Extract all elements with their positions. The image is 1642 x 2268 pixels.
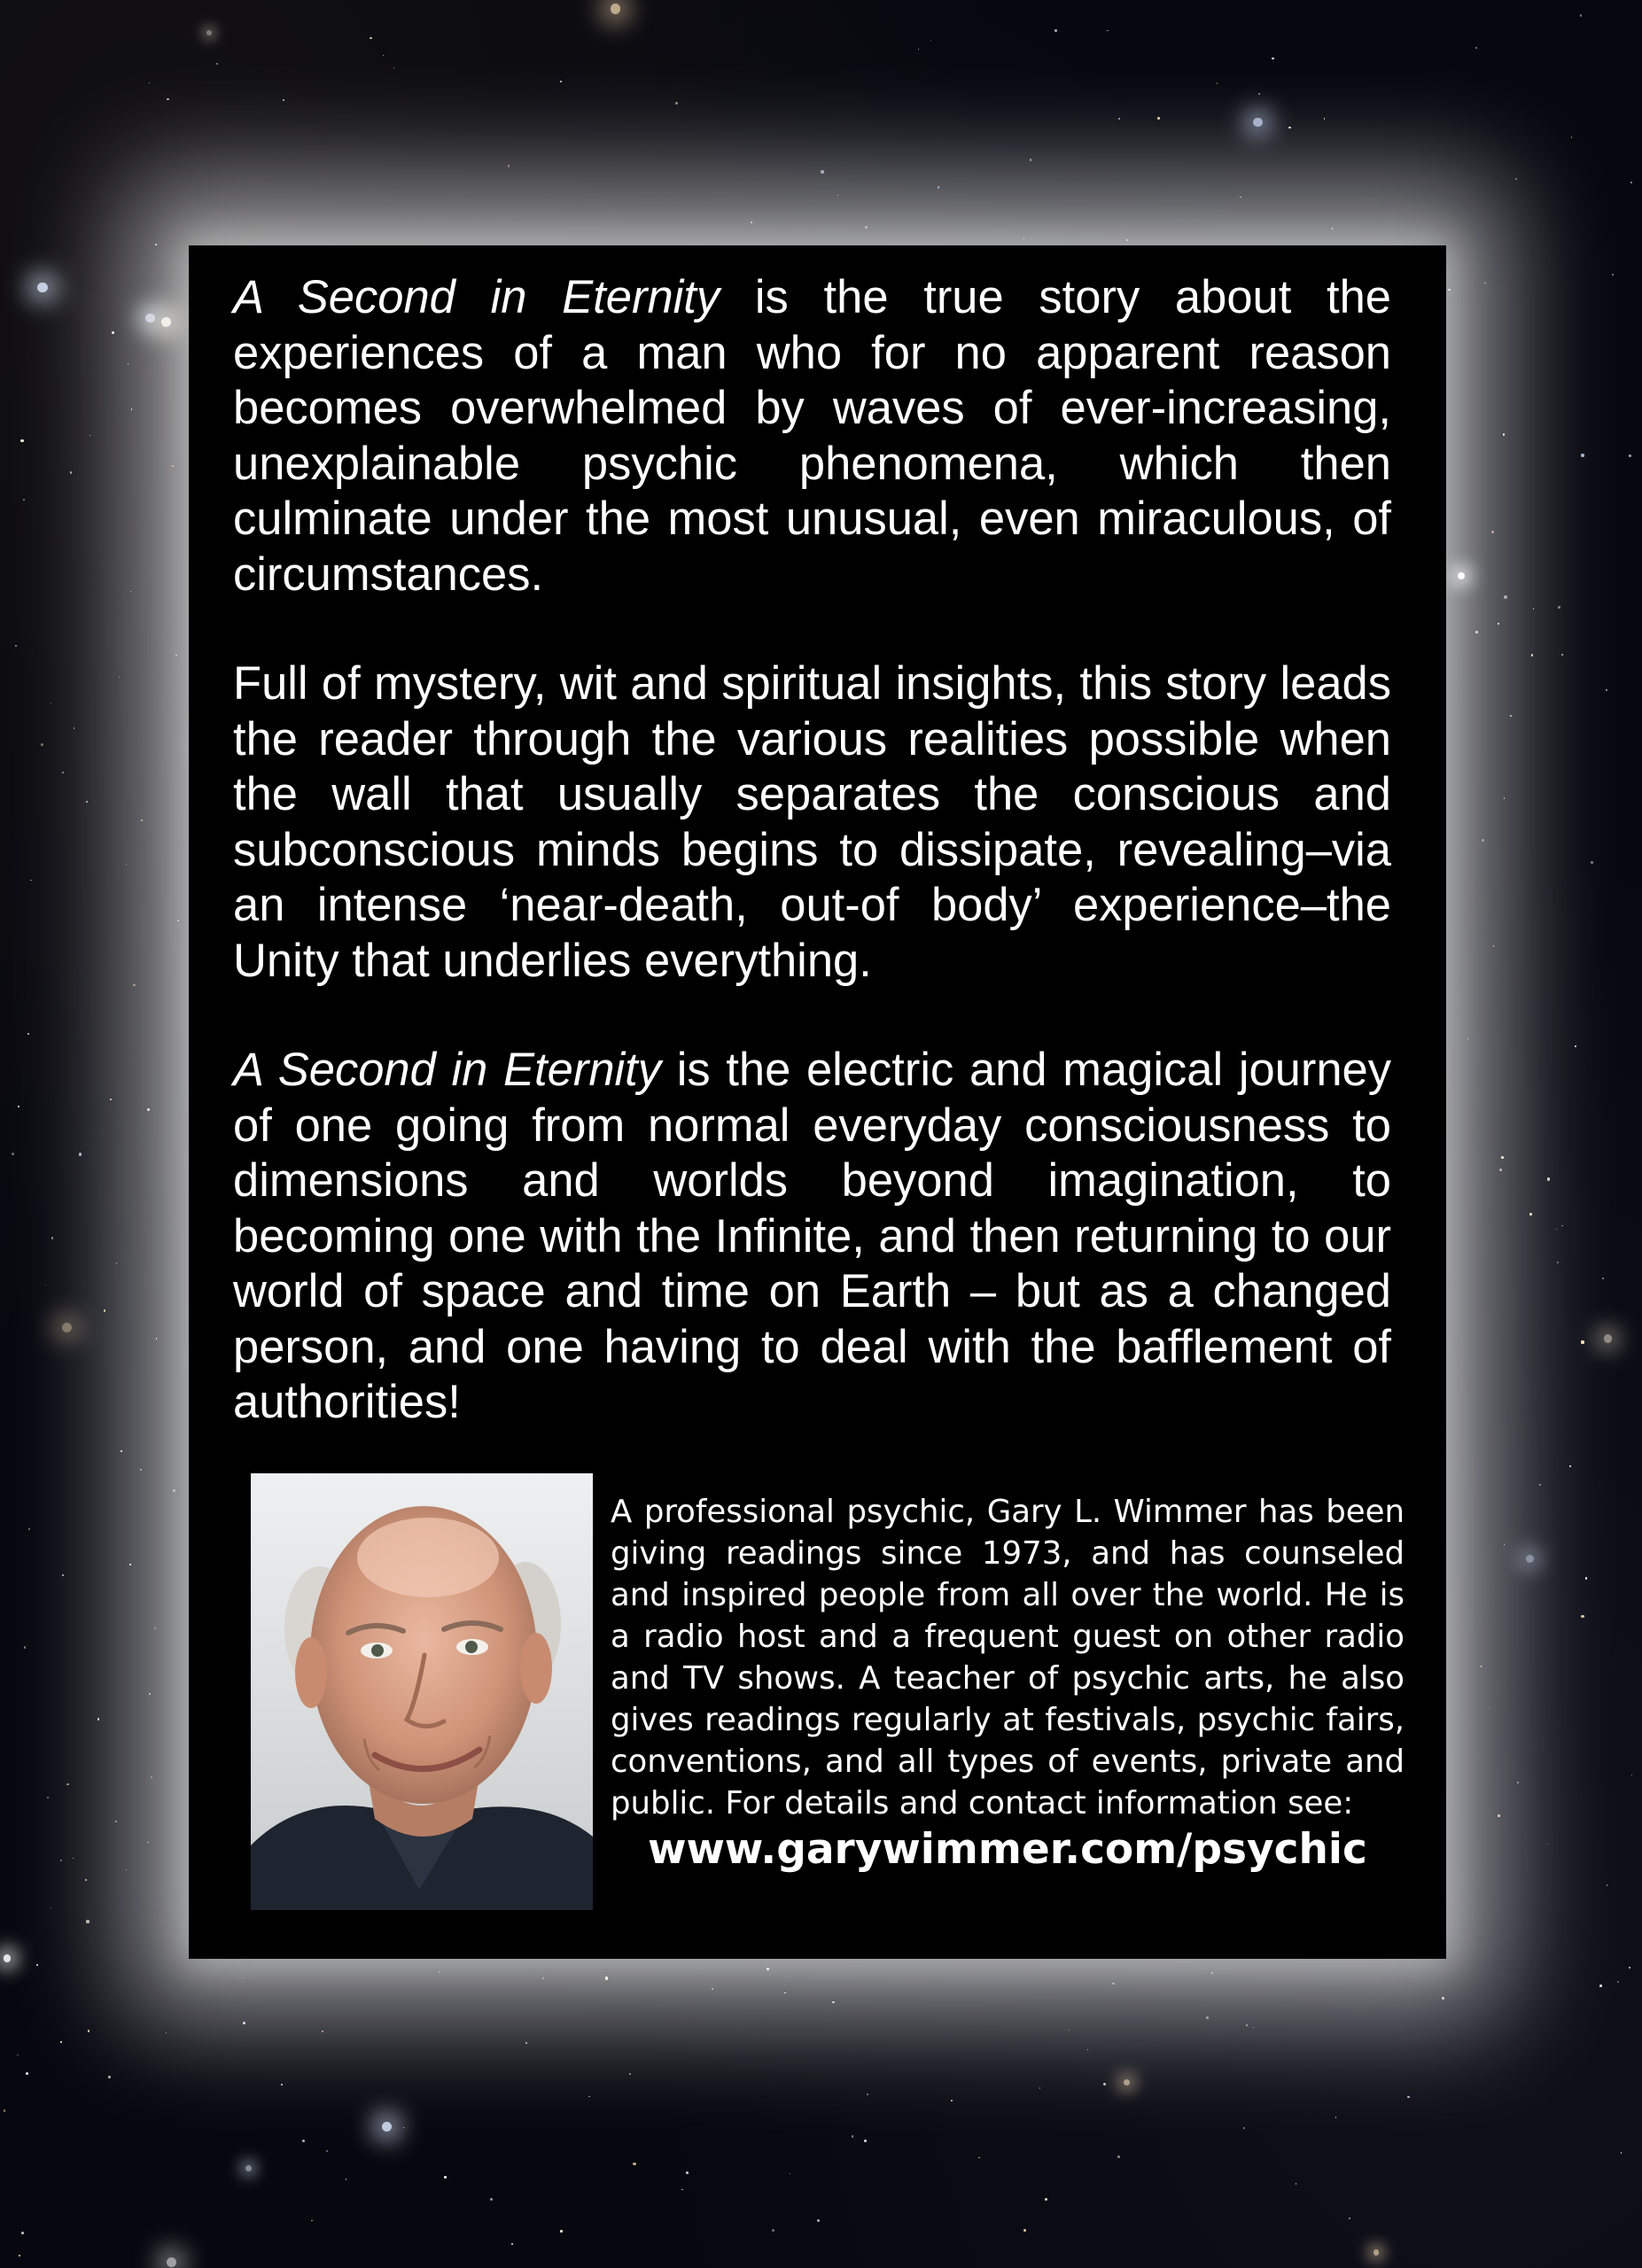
blurb-paragraph-2-text: Full of mystery, wit and spiritual insights, this story leads the reader through the various realities possible when the wall that usually separates the conscious and subconscious minds begins to dissipate, revealing–via an intense ‘near-death, out-of body’ experience–the Unity that underlies everything. [233, 657, 1391, 987]
star [1023, 2229, 1026, 2232]
star [62, 1323, 72, 1332]
star [88, 2030, 89, 2031]
star [1581, 1615, 1584, 1618]
star [1539, 1484, 1540, 1485]
star [817, 2219, 820, 2222]
star [1217, 82, 1218, 84]
star [1324, 118, 1325, 119]
blurb-paragraph-1 [233, 270, 1391, 602]
star [326, 2150, 328, 2152]
star [1335, 2117, 1337, 2118]
star [1612, 274, 1614, 276]
star [97, 1718, 100, 1720]
star [1581, 1340, 1584, 1343]
star [104, 1309, 106, 1312]
star [1629, 454, 1631, 457]
star [108, 2076, 111, 2078]
star [1118, 118, 1120, 120]
star [633, 2163, 635, 2165]
star [41, 743, 43, 746]
star [30, 880, 32, 882]
star [1407, 2096, 1410, 2099]
blurb-paragraph-3 [233, 1043, 1391, 1431]
star [18, 1106, 19, 1107]
star [1580, 14, 1582, 16]
star [1561, 1225, 1562, 1226]
star [36, 1964, 39, 1967]
star [1517, 1782, 1518, 1783]
star [47, 1797, 49, 1798]
book-title-italic: A Second in Eternity [233, 271, 720, 323]
star [20, 439, 23, 442]
star [852, 2135, 853, 2137]
star [37, 283, 48, 293]
star [1288, 127, 1290, 128]
star [675, 102, 678, 105]
star [403, 2127, 404, 2128]
blurb-paragraph-2 [233, 656, 1391, 989]
star [149, 82, 150, 83]
star [1621, 2152, 1623, 2154]
star [86, 801, 88, 803]
star [1246, 2024, 1247, 2025]
star [1604, 1334, 1613, 1343]
star [110, 1099, 113, 1101]
star [1531, 654, 1534, 656]
star [12, 1153, 14, 1155]
star [1606, 689, 1607, 690]
star [1374, 2249, 1380, 2256]
star [1030, 159, 1031, 160]
star [1581, 454, 1584, 456]
star [85, 1879, 87, 1881]
star [930, 40, 931, 41]
star [1069, 2030, 1070, 2031]
star [1557, 1262, 1559, 1263]
star [26, 2072, 28, 2075]
star [1117, 2155, 1119, 2157]
star [86, 1920, 89, 1922]
star [1045, 2198, 1047, 2201]
star [1258, 93, 1260, 95]
author-website-link[interactable]: www.garywimmer.com/psychic [648, 1825, 1367, 1874]
star [1629, 1967, 1630, 1969]
star [322, 2031, 324, 2033]
star [790, 2173, 791, 2175]
star [1547, 1177, 1550, 1180]
star [115, 1821, 117, 1822]
star [79, 1153, 82, 1155]
star [1585, 1577, 1587, 1579]
star [382, 2122, 392, 2132]
author-photo [251, 1473, 593, 1910]
star [1533, 608, 1535, 610]
blurb-paragraph-1-text: is the true story about the experiences of a man who for no apparent reason becomes overwhelmed by waves of ever-increasing, unexplainable psychic phenomena, which then culminate under the most unusual, even miraculous, of circumstances. [233, 271, 1392, 601]
star [1475, 47, 1477, 49]
star [167, 2257, 176, 2267]
star [116, 1262, 118, 1264]
star [281, 2084, 282, 2085]
star [560, 81, 562, 82]
star [27, 1033, 29, 1035]
star [867, 2093, 868, 2094]
star [383, 55, 384, 56]
star [1107, 30, 1109, 32]
star [511, 2243, 513, 2245]
star [951, 2100, 953, 2101]
star [1054, 29, 1057, 32]
star [311, 2220, 313, 2222]
star [681, 2189, 683, 2191]
star [66, 1783, 68, 1785]
star [206, 30, 212, 35]
star [1039, 2087, 1041, 2089]
star [51, 1237, 53, 1239]
star [70, 471, 73, 474]
star [1547, 1844, 1548, 1845]
star [28, 1528, 30, 1530]
star [611, 4, 620, 13]
star [1571, 136, 1573, 138]
star [4, 1954, 12, 1962]
star [1296, 2183, 1297, 2185]
star [1253, 2027, 1254, 2028]
star [19, 2255, 20, 2256]
star [89, 435, 90, 436]
star [1558, 606, 1560, 609]
star [1575, 1045, 1576, 1046]
star [1087, 2049, 1088, 2050]
star [15, 645, 17, 647]
star [1561, 654, 1563, 656]
star [166, 2032, 167, 2033]
star [1526, 1555, 1534, 1563]
star [73, 1858, 74, 1859]
star [119, 677, 120, 678]
star [121, 1450, 122, 1452]
star [283, 99, 284, 101]
star [17, 2054, 18, 2055]
star [978, 2157, 979, 2158]
star [1253, 118, 1263, 128]
star [864, 2140, 867, 2142]
star [112, 331, 114, 334]
star [4, 2109, 6, 2112]
star [60, 2041, 62, 2043]
star [1272, 58, 1273, 59]
star [1569, 1465, 1571, 1467]
star [1599, 1984, 1602, 1987]
book-title-italic: A Second in Eternity [233, 1044, 662, 1096]
star [444, 2176, 447, 2179]
star [62, 772, 64, 773]
star [1602, 1278, 1604, 1279]
star [243, 2022, 245, 2024]
star [60, 1860, 62, 1861]
star [1243, 2127, 1245, 2129]
star [1529, 1213, 1532, 1216]
star [918, 49, 919, 50]
star [821, 170, 823, 173]
star [1556, 1229, 1557, 1230]
star [1157, 117, 1160, 120]
star [525, 2042, 527, 2044]
star [560, 2230, 563, 2233]
star [490, 2198, 492, 2200]
star [245, 2165, 252, 2171]
star [216, 63, 218, 65]
star [1124, 2079, 1130, 2085]
star [370, 37, 371, 39]
star [686, 2171, 689, 2174]
star [1591, 861, 1592, 863]
star [21, 2232, 24, 2234]
author-portrait-icon [251, 1473, 593, 1910]
star [24, 1646, 26, 1648]
star [1510, 715, 1512, 717]
star [74, 727, 75, 729]
star [772, 2229, 774, 2232]
author-bio: A professional psychic, Gary L. Wimmer has been giving readings since 1973, and has counseled and inspired people from all over the world. He is a radio host and a frequent guest on other radio and TV shows. A teacher of psychic arts, he also gives readings regularly at festivals, psychic fairs, conventions, and all types of events, private and public. For details and contact information see: [611, 1494, 1405, 1821]
star [588, 2096, 589, 2097]
star [1103, 2083, 1106, 2085]
blurb-paragraph-3-text: is the electric and magical journey of one going from normal everyday consciousness to dimensions and worlds beyond imagination, to becoming one with the Infinite, and then returning to our world of space and time on Earth – but as a changed person, and one having to deal with the bafflement of authorities! [233, 1044, 1392, 1428]
star [302, 2140, 305, 2142]
star [1630, 182, 1632, 183]
star [62, 1574, 65, 1577]
star [1617, 1981, 1619, 1983]
star [629, 2073, 631, 2075]
star [23, 499, 25, 501]
star [393, 67, 394, 68]
star [508, 165, 510, 167]
star [1349, 2218, 1350, 2219]
star [1515, 178, 1517, 180]
star [167, 98, 169, 101]
